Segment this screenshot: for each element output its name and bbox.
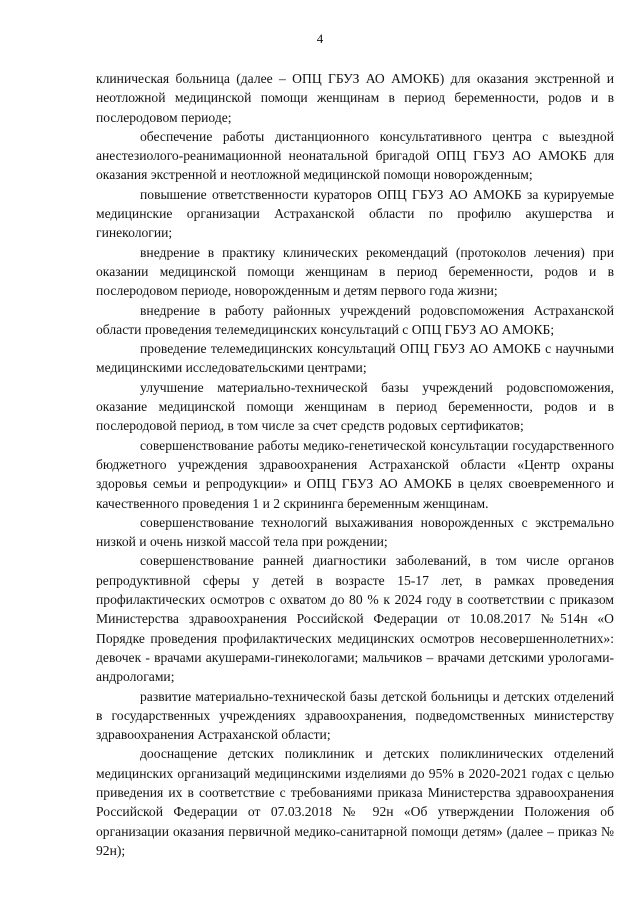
paragraph-early-diagnostics: совершенствование ранней диагностики заболеваний, в том числе органов репродуктивной сферы у детей в возрасте 15-17 лет, в рамках проведения профилактических осмотров с охватом до 80 % к 2024 году в соответствии с приказом Министерства здравоохранения Российской Федерации от 10.08.2017 №514н «О Порядке проведения профилактических медицинских осмотров несовершеннолетних»: девочек - врачами акушерами-гинекологами; мальчиков – врачами детскими урологами-андрологами;: [96, 553, 614, 685]
paragraph-remote-consult-center: обеспечение работы дистанционного консультативного центра с выездной анестезиолого-реанимационной неонатальной бригадой ОПЦ ГБУЗ АО АМОКБ для оказания экстренной и неотложной медицинской помощи новорожденным;: [96, 128, 614, 183]
paragraph-childrens-hospital: развитие материально-технической базы детской больницы и детских отделений в государственных учреждениях здравоохранения, подведомственных министерству здравоохранения Астраханской области;: [96, 688, 614, 743]
paragraph-polyclinic-equipment: дооснащение детских поликлиник и детских поликлинических отделений медицинских организаций медицинскими изделиями до 95% в 2020-2021 годах с целью приведения их в соответствие с требованиями приказа Министерства здравоохранения Российской Федерации от 07.03.2018 № 92н «Об утверждении Положения об организации оказания первичной медико-санитарной помощи детям» (далее – приказ № 92н);: [96, 746, 614, 858]
page-number: 4: [316, 31, 324, 46]
paragraph-genetic-consultation: совершенствование работы медико-генетической консультации государственного бюджетного учреждения здравоохранения Астраханской области «Центр охраны здоровья семьи и репродукции» и ОПЦ ГБУЗ АО АМОКБ в целях своевременного и качественного проведения 1 и 2 скрининга беременным женщинам.: [96, 437, 614, 511]
paragraph-curator-responsibility: повышение ответственности кураторов ОПЦ ГБУЗ АО АМОКБ за курируемые медицинские организации Астраханской области по профилю акушерства и гинекологии;: [96, 186, 614, 241]
paragraph-district-telemedicine: внедрение в работу районных учреждений родовспоможения Астраханской области проведения телемедицинских консультаций с ОПЦ ГБУЗ АО АМОКБ;: [96, 302, 614, 337]
paragraph-clinical-guidelines: внедрение в практику клинических рекомендаций (протоколов лечения) при оказании медицинской помощи женщинам в период беременности, родов и в послеродовом периоде, новорожденным и детям первого года жизни;: [96, 244, 614, 299]
body-text: [96, 69, 614, 860]
paragraph-material-base: улучшение материально-технической базы учреждений родовспоможения, оказание медицинской помощи женщинам в период беременности, родов и в послеродовой период, в том числе за счет средств родовых сертификатов;: [96, 379, 614, 434]
paragraph-telemedicine-research: проведение телемедицинских консультаций ОПЦ ГБУЗ АО АМОКБ с научными медицинскими исследовательскими центрами;: [96, 341, 614, 376]
paragraph-newborn-care: совершенствование технологий выхаживания новорожденных с экстремально низкой и очень низкой массой тела при рождении;: [96, 514, 614, 550]
paragraph-continuation: клиническая больница (далее – ОПЦ ГБУЗ АО АМОКБ) для оказания экстренной и неотложной медицинской помощи женщинам в период беременности, родов и в послеродовом периоде;: [96, 71, 614, 125]
